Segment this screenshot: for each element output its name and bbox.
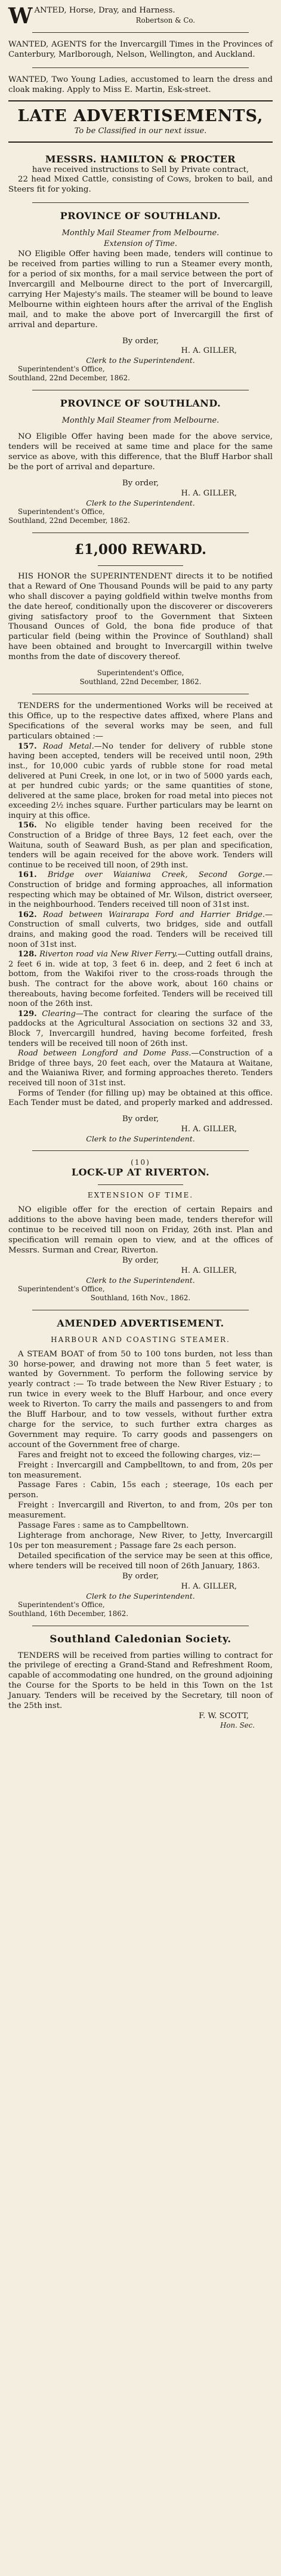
signer-role: Clerk to the Superintendent. [86, 356, 195, 365]
tender-title: Riverton road via New River Ferry. [39, 950, 178, 959]
divider [32, 32, 249, 33]
tender-title: Road between Wairarapa Ford and Harrier Bridge. [42, 910, 265, 919]
tender-item [8, 910, 273, 950]
tender-title: Road between Longford and Dome Pass. [18, 1049, 192, 1058]
by-order: By order, [122, 1115, 159, 1124]
office-line: Superintendent's Office, [18, 365, 105, 374]
lockup-extension: EXTENSION OF TIME. [87, 1191, 194, 1200]
tender-text: —Construction of bridge and forming approaches, all information respecting which may be obtained of Mr. Wilson, district overseer, in the neighbourhood. Tenders received till noon of 31st inst. [8, 870, 273, 910]
signer-role: Clerk to the Superintendent. [86, 1275, 195, 1285]
tender-item [8, 870, 273, 910]
signer-name: H. A. GILLER, [181, 346, 237, 356]
horse-dray-ad: WANTED, Horse, Dray, and Harness. [8, 4, 175, 29]
fare-line: Lighterage from anchorage, New River, to Jetty, Invercargill 10s per ton measurement ; Passage fare 2s each person. [8, 1531, 273, 1550]
signer-name: F. W. SCOTT, [199, 1711, 249, 1721]
amended-heading: AMENDED ADVERTISEMENT. [57, 1317, 224, 1329]
young-ladies-ad: WANTED, Two Young Ladies, accustomed to learn the dress and cloak making. Apply to Miss E. Martin, Esk-street. [8, 75, 273, 94]
tenders-intro: TENDERS for the undermentioned Works will be received at this Office, up to the respective dates affixed, where Plans and Specifications of the several works may be seen, and full particulars obtained :— [8, 701, 273, 741]
tender-number: 156. [18, 821, 37, 830]
tender-text: —No tender for delivery of rubble stone having been accepted, tenders will be received until noon, 29th inst., for 10,000 cubic yards of rubble stone for road metal delivered at Puni Creek, in one lot, or in two of 5000 yards each, at per hundred cubic yards; or the same quantities of stone, delivered at the same place, broken for road metal into pieces not exceeding 2½ inches square. Further particulars may be learnt on inquiry at this office. [8, 741, 273, 820]
steamer-closing: Detailed specification of the service may be seen at this office, where tenders will be received till noon of 26th January, 1863. [8, 1551, 273, 1571]
signer-role: Clerk to the Superintendent. [86, 1134, 195, 1144]
hamilton-procter-body: have received instructions to Sell by Private contract, [32, 165, 249, 174]
mail-steamer-notice-1: NO Eligible Offer having been made, tenders will continue to be received from parties willing to run a Steamer every month, for a period of six months, for a mail service between the port of Invercargill and Melbourne direct to the port of Invercargill, carrying Her Majesty's mails. The steamer will be bound to leave Melbourne within eighteen hours after the arrival of the English mail, and to make the above port of Invercargill the first of arrival and departure. [8, 250, 273, 330]
tender-text: No eligible tender having been received for the Construction of a Bridge of three Bays, 12 feet each, over the Waituna, south of Seaward Bush, as per plan and specification, tenders will be again received for the above work. Tenders will continue to be received till noon, of 29th inst. [8, 821, 273, 870]
office-line: Superintendent's Office, [97, 669, 184, 678]
agents-wanted-ad: WANTED, AGENTS for the Invercargill Times in the Provinces of Canterbury, Marlborough, Nelson, Wellington, and Auckland. [8, 39, 273, 59]
tender-item [8, 1049, 273, 1088]
lockup-notice: NO eligible offer for the erection of certain Repairs and additions to the above having been made, tenders therefor will continue to be received till noon on Friday, 26th inst. Plan and specification will remain open to view, and at the offices of Messrs. Surman and Crear, Riverton. [8, 1205, 273, 1255]
fare-line: Passage Fares : Cabin, 15s each ; steerage, 10s each per person. [8, 1481, 273, 1500]
signer-name: H. A. GILLER, [181, 1266, 237, 1275]
tender-title: Bridge over Waianiwa Creek, Second Gorge. [47, 870, 265, 880]
province-southland-heading-2: PROVINCE OF SOUTHLAND. [60, 398, 221, 410]
late-advertisements-heading: LATE ADVERTISEMENTS, [17, 106, 264, 125]
tender-number: 129. [18, 1009, 37, 1018]
tender-text: —Cutting outfall drains, 2 feet 6 in. wide at top, 3 feet 6 in. deep, and 2 feet 6 inch at bottom, from the Wakifoi river to the cross-roads through the bush. The contract for the above work, about 160 chains or thereabouts, having become forfeited. Tenders will be received till noon of the 26th inst. [8, 950, 273, 1009]
tender-text: —Construction of small culverts, two bridges, side and outfall drains, and making good the road. Tenders will be received till noon of 31st inst. [8, 910, 273, 949]
section-rule [8, 100, 273, 101]
fare-line: Freight : Invercargill and Riverton, to and from, 20s per ton measurement. [8, 1501, 273, 1521]
divider [98, 1184, 183, 1185]
horse-dray-ad-text: ANTED, Horse, Dray, and Harness. [34, 6, 175, 15]
date-line: Southland, 16th December, 1862. [8, 1609, 129, 1618]
by-order: By order, [122, 336, 159, 346]
divider [32, 67, 249, 68]
tender-title: Road Metal. [42, 741, 94, 751]
date-line: Southland, 22nd December, 1862. [8, 516, 130, 525]
hamilton-procter-title: MESSRS. HAMILTON & PROCTER [45, 153, 236, 165]
by-order: By order, [122, 1255, 159, 1265]
tender-number: 128. [18, 950, 37, 959]
mail-steamer-notice-2: NO Eligible Offer having been made for the above service, tenders will be received at same time and place for the same service as above, with this difference, that the Bluff Harbor shall be the port of arrival and departure. [8, 432, 273, 472]
tender-text: —The contract for clearing the surface of the paddocks at the Agricultural Association on sections 32 and 33, Block 7, Invercargill hundred, having become forfeited, fresh tenders will be received till noon of 26th inst. [8, 1009, 273, 1048]
office-line: Superintendent's Office, [18, 507, 105, 516]
province-southland-heading-1: PROVINCE OF SOUTHLAND. [60, 210, 221, 222]
signer-role: Clerk to the Superintendent. [86, 498, 195, 507]
horse-dray-ad-signer: Robertson & Co. [135, 16, 195, 24]
fares-intro: Fares and freight not to exceed the following charges, viz:— [18, 1450, 261, 1460]
caledonian-notice: TENDERS will be received from parties willing to contract for the privilege of erecting a Grand-Stand and Refreshment Room, capable of accommodating one hundred, on the ground adjoining the Course for the Sports to be held in this Town on the 1st January. Tenders will be received by the Secretary, till noon of the 25th inst. [8, 1651, 273, 1711]
steamer-notice: A STEAM BOAT of from 50 to 100 tons burden, not less than 30 horse-power, and drawing not more than 5 feet water, is wanted by Government. To perform the following service by yearly contract :— To trade between the New River Estuary ; to run twice in every week to the Bluff Harbour, and once every week to Riverton. To carry the mails and passengers to and from the Bluff Harbour, and to tow vessels, without further extra charge for the service, to such further extra charges as Government may require. To carry goods and passengers on account of the Government free of charge. [8, 1349, 273, 1449]
tender-item [8, 1010, 273, 1049]
lockup-tag: (10) [131, 1158, 150, 1167]
hamilton-procter-cattle: 22 head Mixed Cattle, consisting of Cows, broken to bail, and Steers fit for yoking. [8, 175, 273, 195]
lockup-heading: LOCK-UP AT RIVERTON. [71, 1167, 210, 1178]
by-order: By order, [122, 479, 159, 488]
tender-forms-note: Forms of Tender (for filling up) may be obtained at this office. Each Tender must be dated, and properly marked and addressed. [8, 1088, 273, 1108]
section-rule [8, 141, 273, 143]
tender-number: 162. [18, 910, 37, 919]
tender-item [8, 950, 273, 1010]
reward-notice: HIS HONOR the SUPERINTENDENT directs it to be notified that a Reward of One Thousand Pounds will be paid to any party who shall discover a paying goldfield within twelve months from the date hereof, conditionally upon the discoverer or discoverers giving satisfactory proof to the Government that Sixteen Thousand Ounces of Gold, the bona fide produce of that particular field (being within the Province of Southland) shall have been obtained and brought to Invercargill within twelve months from the date of discovery thereof. [8, 571, 273, 662]
tender-number: 161. [18, 870, 37, 880]
date-line: Southland, 22nd December, 1862. [79, 678, 202, 687]
caledonian-heading: Southland Caledonian Society. [50, 1633, 231, 1645]
office-line: Superintendent's Office, [18, 1284, 105, 1293]
tender-title: Clearing [42, 1009, 76, 1018]
office-line: Superintendent's Office, [18, 1600, 105, 1609]
advert-column [8, 6, 273, 1730]
divider [32, 202, 249, 203]
divider [32, 1150, 249, 1151]
date-line: Southland, 22nd December, 1862. [8, 374, 130, 383]
signer-name: H. A. GILLER, [181, 1125, 237, 1134]
tender-items [8, 742, 273, 1089]
tender-item [8, 742, 273, 821]
fare-line: Passage Fares : same as to Campbelltown. [18, 1521, 189, 1531]
tender-number: 157. [18, 741, 37, 751]
fares-list [8, 1461, 273, 1552]
tender-text: —Construction of a Bridge of three bays, 20 feet each, over the Mataura at Waitane, and the Waianiwa River, and forming approaches thereto. Tenders received till noon of 31st inst. [8, 1049, 273, 1088]
signer-role: Clerk to the Superintendent. [86, 1591, 195, 1601]
fare-line: Freight : Invercargill and Campbelltown, to and from, 20s per ton measurement. [8, 1460, 273, 1480]
extension-of-time-1: Extension of Time. [103, 239, 178, 249]
date-line: Southland, 16th Nov., 1862. [90, 1293, 191, 1302]
tender-item [8, 821, 273, 870]
reward-heading: £1,000 REWARD. [74, 541, 207, 558]
signer-name: H. A. GILLER, [181, 1581, 237, 1591]
signer-role: Hon. Sec. [220, 1721, 255, 1729]
signer-name: H. A. GILLER, [181, 488, 237, 498]
harbour-steamer-subheading: HARBOUR AND COASTING STEAMER. [51, 1335, 230, 1344]
by-order: By order, [122, 1571, 159, 1581]
late-advertisements-subtitle: To be Classified in our next issue. [74, 126, 207, 136]
divider [98, 565, 183, 566]
mail-steamer-subtitle-2: Monthly Mail Steamer from Melbourne. [61, 416, 220, 426]
mail-steamer-subtitle-1: Monthly Mail Steamer from Melbourne. [61, 229, 220, 238]
